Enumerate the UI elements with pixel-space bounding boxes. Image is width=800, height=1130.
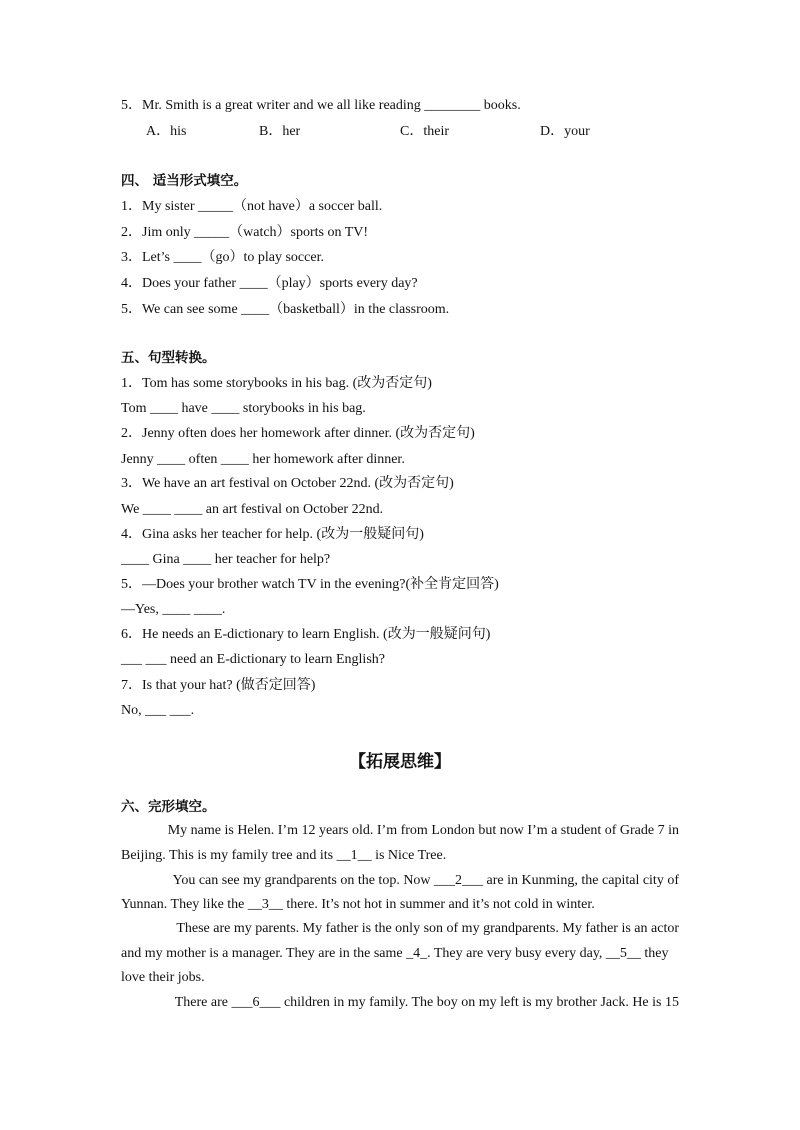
answer-line: —Yes, ____ ____. [121, 602, 226, 617]
question-text: 1．Tom has some storybooks in his bag. (改为否定句) [121, 376, 432, 391]
question-text: 5．—Does your brother watch TV in the evening?(补全肯定回答) [121, 577, 499, 592]
option-b: B．her [259, 124, 301, 139]
cloze-line: These are my parents. My father is the only son of my grandparents. My father is an actor [176, 921, 679, 936]
blank-4: _4_ [406, 946, 428, 961]
section-title: 【拓展思维】 [349, 752, 451, 772]
question-text: 3．We have an art festival on October 22nd. (改为否定句) [121, 476, 454, 491]
cloze-line: love their jobs. [121, 970, 205, 985]
answer-line: Jenny ____ often ____ her homework after dinner. [121, 452, 405, 467]
question-text: 1．My sister _____（not have）a soccer ball. [121, 199, 383, 214]
question-text: 6．He needs an E-dictionary to learn English. (改为一般疑问句) [121, 627, 491, 642]
answer-line: We ____ ____ an art festival on October 22nd. [121, 502, 384, 517]
answer-line: ____ Gina ____ her teacher for help? [121, 552, 331, 567]
question-text: 3．Let’s ____（go）to play soccer. [121, 250, 324, 265]
question-text: 5．We can see some ____（basketball）in the classroom. [121, 302, 450, 317]
question-text: 4．Does your father ____（play）sports every day? [121, 276, 418, 291]
option-d: D．your [540, 124, 590, 139]
cloze-line: There are ___6___ children in my family. The boy on my left is my brother Jack. He is 15 [174, 995, 679, 1010]
question-text: 2．Jenny often does her homework after dinner. (改为否定句) [121, 426, 475, 441]
question-text: 2．Jim only _____（watch）sports on TV! [121, 225, 369, 240]
cloze-line: Beijing. This is my family tree and its __1__ is Nice Tree. [121, 848, 447, 863]
cloze-line: You can see my grandparents on the top. Now ___2___ are in Kunming, the capital city of [172, 873, 679, 888]
question-text: 5．Mr. Smith is a great writer and we all like reading ________ books. [121, 98, 521, 113]
section-heading: 五、句型转换。 [121, 350, 216, 366]
question-text: 4．Gina asks her teacher for help. (改为一般疑问句) [121, 527, 424, 542]
answer-line: No, ___ ___. [121, 703, 195, 718]
cloze-line: My name is Helen. I’m 12 years old. I’m from London but now I’m a student of Grade 7 in [167, 823, 679, 838]
blank-1: __1__ [336, 848, 372, 863]
blank-2: ___2___ [434, 873, 484, 888]
blank-3: __3__ [247, 897, 283, 912]
option-c: C．their [400, 124, 449, 139]
section-heading: 四、 适当形式填空。 [121, 173, 248, 189]
answer-line: Tom ____ have ____ storybooks in his bag. [121, 401, 366, 416]
question-text: 7．Is that your hat? (做否定回答) [121, 678, 316, 693]
blank-5: __5__ [605, 946, 641, 961]
cloze-line: Yunnan. They like the __3__ there. It’s not hot in summer and it’s not cold in winter. [121, 897, 595, 912]
answer-line: ___ ___ need an E-dictionary to learn English? [121, 652, 385, 667]
option-a: A．his [146, 124, 187, 139]
section-heading: 六、完形填空。 [121, 799, 216, 815]
cloze-line: and my mother is a manager. They are in the same _4_. They are very busy every day, __5__ they [121, 946, 669, 961]
blank-6: ___6___ [231, 995, 281, 1010]
